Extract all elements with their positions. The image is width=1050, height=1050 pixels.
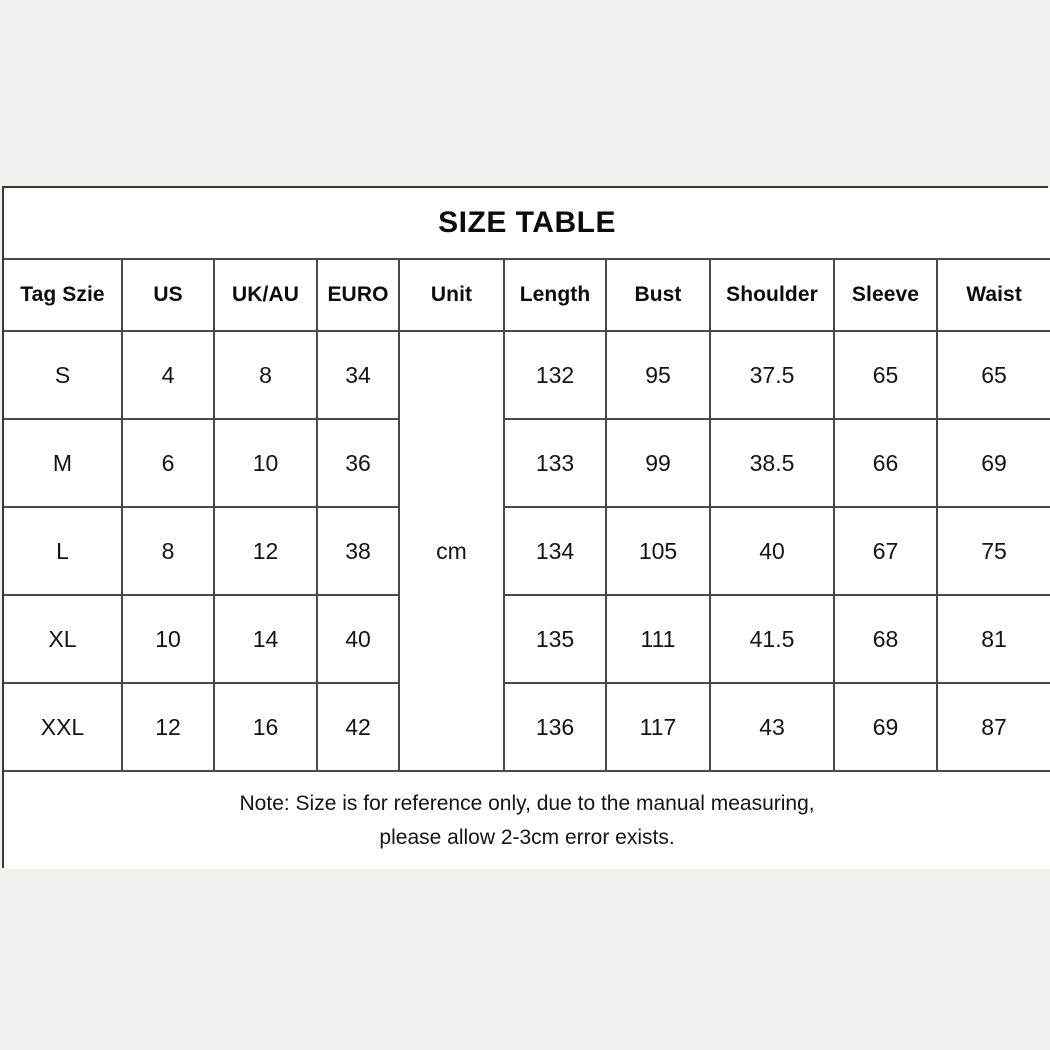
table-row [4, 507, 1050, 595]
column-header-uk-au: UK/AU [214, 259, 317, 331]
column-header-tag-size: Tag Szie [4, 259, 122, 331]
cell-bust: 105 [606, 507, 710, 595]
cell-tag-size: XXL [4, 683, 122, 771]
cell-bust: 111 [606, 595, 710, 683]
column-header-waist: Waist [937, 259, 1050, 331]
cell-bust: 99 [606, 419, 710, 507]
table-title-cell [4, 188, 1050, 259]
cell-bust: 95 [606, 331, 710, 419]
cell-sleeve: 65 [834, 331, 937, 419]
cell-euro: 34 [317, 331, 399, 419]
cell-us: 6 [122, 419, 214, 507]
table-row [4, 331, 1050, 419]
note-line-2: please allow 2-3cm error exists. [379, 825, 675, 849]
column-header-euro: EURO [317, 259, 399, 331]
cell-length: 134 [504, 507, 606, 595]
cell-sleeve: 67 [834, 507, 937, 595]
column-header-sleeve: Sleeve [834, 259, 937, 331]
cell-us: 12 [122, 683, 214, 771]
cell-us: 8 [122, 507, 214, 595]
cell-sleeve: 69 [834, 683, 937, 771]
table-row [4, 595, 1050, 683]
size-table-container [2, 186, 1048, 868]
cell-bust: 117 [606, 683, 710, 771]
cell-shoulder: 41.5 [710, 595, 834, 683]
column-header-unit: Unit [399, 259, 504, 331]
cell-length: 132 [504, 331, 606, 419]
note-line-1: Note: Size is for reference only, due to the manual measuring, [239, 791, 815, 815]
cell-length: 133 [504, 419, 606, 507]
cell-uk-au: 12 [214, 507, 317, 595]
cell-tag-size: XL [4, 595, 122, 683]
cell-euro: 36 [317, 419, 399, 507]
cell-tag-size: M [4, 419, 122, 507]
column-header-length: Length [504, 259, 606, 331]
cell-length: 136 [504, 683, 606, 771]
table-header-row [4, 259, 1050, 331]
column-header-us: US [122, 259, 214, 331]
column-header-shoulder: Shoulder [710, 259, 834, 331]
page-title: SIZE TABLE [438, 206, 616, 239]
cell-euro: 40 [317, 595, 399, 683]
column-header-bust: Bust [606, 259, 710, 331]
cell-tag-size: L [4, 507, 122, 595]
cell-length: 135 [504, 595, 606, 683]
cell-tag-size: S [4, 331, 122, 419]
cell-shoulder: 37.5 [710, 331, 834, 419]
title-row [4, 188, 1050, 259]
cell-uk-au: 16 [214, 683, 317, 771]
cell-uk-au: 10 [214, 419, 317, 507]
table-row [4, 419, 1050, 507]
cell-sleeve: 68 [834, 595, 937, 683]
cell-shoulder: 38.5 [710, 419, 834, 507]
cell-us: 10 [122, 595, 214, 683]
cell-sleeve: 66 [834, 419, 937, 507]
cell-waist: 65 [937, 331, 1050, 419]
table-row [4, 683, 1050, 771]
cell-euro: 42 [317, 683, 399, 771]
cell-uk-au: 8 [214, 331, 317, 419]
cell-us: 4 [122, 331, 214, 419]
cell-shoulder: 43 [710, 683, 834, 771]
cell-waist: 75 [937, 507, 1050, 595]
cell-waist: 81 [937, 595, 1050, 683]
note-cell [4, 771, 1050, 869]
cell-waist: 69 [937, 419, 1050, 507]
cell-uk-au: 14 [214, 595, 317, 683]
size-table [4, 188, 1050, 869]
cell-waist: 87 [937, 683, 1050, 771]
cell-euro: 38 [317, 507, 399, 595]
cell-shoulder: 40 [710, 507, 834, 595]
cell-unit-merged: cm [399, 331, 504, 771]
table-note-row [4, 771, 1050, 869]
